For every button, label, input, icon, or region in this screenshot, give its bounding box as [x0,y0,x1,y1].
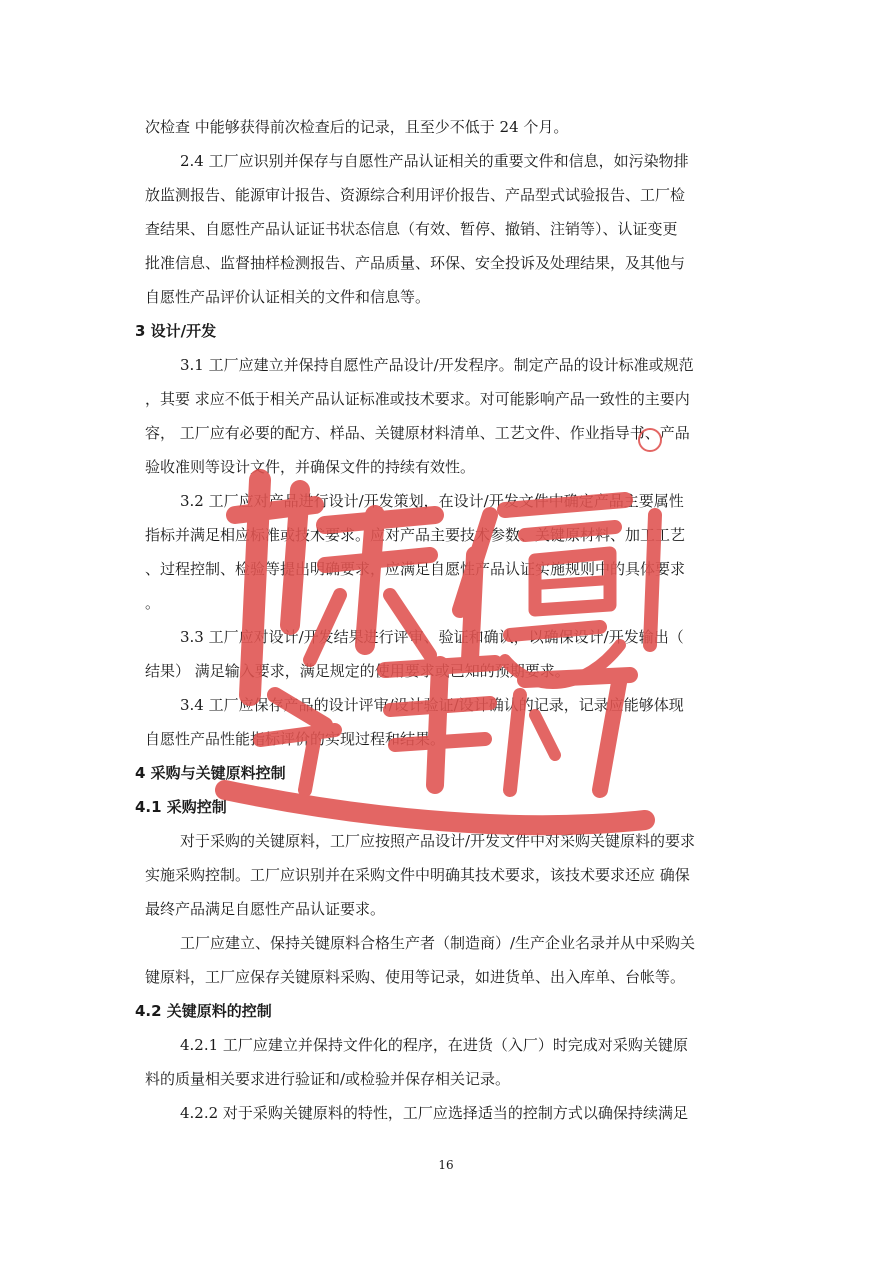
text-line: 实施采购控制。工厂应识别并在采购文件中明确其技术要求，该技术要求还应 确保 [145,866,690,884]
text-line: 键原料，工厂应保存关键原料采购、使用等记录，如进货单、出入库单、台帐等。 [145,968,686,986]
text-line: 3.1 工厂应建立并保持自愿性产品设计/开发程序。制定产品的设计标准或规范 [180,356,694,374]
subsection-heading: 4.2 关键原料的控制 [135,1002,272,1020]
seal-watermark [205,395,675,840]
text-line: 2.4 工厂应识别并保存与自愿性产品认证相关的重要文件和信息，如污染物排 [180,152,689,170]
section-heading: 4 采购与关键原料控制 [135,764,286,782]
text-line: 批准信息、监督抽样检测报告、产品质量、环保、安全投诉及处理结果，及其他与 [145,254,686,272]
text-line: 放监测报告、能源审计报告、资源综合利用评价报告、产品型式试验报告、工厂检 [145,186,686,204]
section-heading: 3 设计/开发 [135,322,217,340]
text-line: 结果） 满足输入要求，满足规定的使用要求或已知的预期要求。 [145,662,570,680]
text-line: 自愿性产品评价认证相关的文件和信息等。 [145,288,431,306]
text-line: 、过程控制、检验等提出明确要求，应满足自愿性产品认证实施规则中的具体要求 [145,560,686,578]
text-line: 查结果、自愿性产品认证证书状态信息（有效、暂停、撤销、注销等）、认证变更 [145,220,678,238]
text-line: 最终产品满足自愿性产品认证要求。 [145,900,386,918]
subsection-heading: 4.1 采购控制 [135,798,227,816]
registered-mark-icon [639,429,661,451]
text-line: 指标并满足相应标准或技术要求。应对产品主要技术参数、关键原材料、加工工艺 [145,526,686,544]
text-line: 自愿性产品性能指标评价的实现过程和结果。 [145,730,446,748]
text-line: ，其要 求应不低于相关产品认证标准或技术要求。对可能影响产品一致性的主要内 [145,390,690,408]
text-line: 4.2.2 对于采购关键原料的特性，工厂应选择适当的控制方式以确保持续满足 [180,1104,688,1122]
page-number: 16 [438,1158,454,1172]
text-line: 3.2 工厂应对产品进行设计/开发策划，在设计/开发文件中确定产品主要属性 [180,492,684,510]
text-line: 次检查 中能够获得前次检查后的记录，且至少不低于 24 个月。 [145,118,569,136]
text-line: 对于采购的关键原料，工厂应按照产品设计/开发文件中对采购关键原料的要求 [180,832,696,850]
text-line: 验收准则等设计文件，并确保文件的持续有效性。 [145,458,476,476]
text-line: 。 [145,594,161,612]
text-line: 工厂应建立、保持关键原料合格生产者（制造商）/生产企业名录并从中采购关 [180,934,696,952]
text-line: 容， 工厂应有必要的配方、样品、关键原材料清单、工艺文件、作业指导书、产品 [145,424,690,442]
text-line: 3.4 工厂应保存产品的设计评审/设计验证/设计确认的记录，记录应能够体现 [180,696,684,714]
text-line: 料的质量相关要求进行验证和/或检验并保存相关记录。 [145,1070,511,1088]
text-line: 4.2.1 工厂应建立并保持文件化的程序，在进货（入厂）时完成对采购关键原 [180,1036,688,1054]
text-line: 3.3 工厂应对设计/开发结果进行评审、验证和确认，以确保设计/开发输出（ [180,628,684,646]
